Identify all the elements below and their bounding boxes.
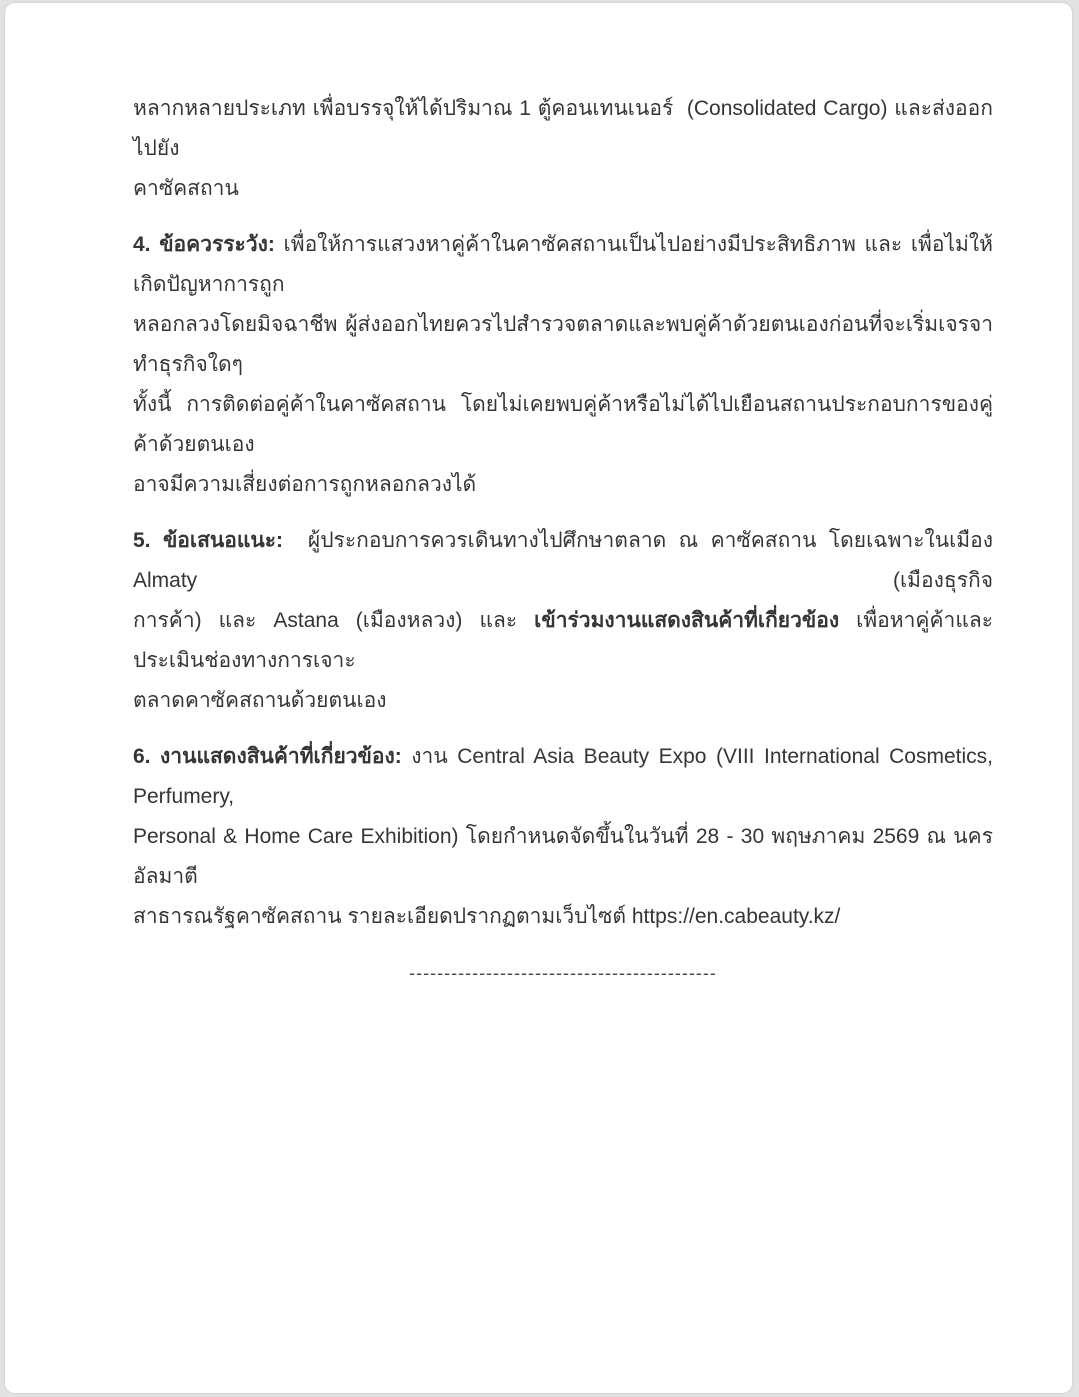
dashed-divider: -------------------------------------------- <box>409 963 717 983</box>
bold-text-segment: 5. ข้อเสนอแนะ: <box>133 529 284 552</box>
text-line <box>133 89 993 169</box>
text-segment: การค้า) และ Astana (เมืองหลวง) และ <box>133 609 535 632</box>
paragraph-consolidated-cargo-continuation <box>133 89 993 209</box>
text-line <box>133 817 993 897</box>
paragraph-section-6-related-trade-fair <box>133 737 999 937</box>
text-line <box>133 737 999 817</box>
text-segment: ทั้งนี้ การติดต่อคู่ค้าในคาซัคสถาน โดยไม่เคยพบคู่ค้าหรือไม่ได้ไปเยือนสถานประกอบการของคู่ค้าด้วยตนเอง <box>133 393 993 456</box>
text-line <box>133 521 999 601</box>
text-segment: คาซัคสถาน <box>133 177 239 200</box>
text-line <box>133 601 993 681</box>
text-segment: ตลาดคาซัคสถานด้วยตนเอง <box>133 689 387 712</box>
bold-text-segment: 4. ข้อควรระวัง: <box>133 233 275 256</box>
text-line <box>133 681 993 721</box>
document-page <box>5 3 1072 1393</box>
text-line <box>133 305 993 385</box>
paragraph-section-4-caution <box>133 225 993 505</box>
text-segment: ผู้ประกอบการควรเดินทางไปศึกษาตลาด ณ คาซัคสถาน โดยเฉพาะในเมือง Almaty (เมืองธุรกิจ <box>133 529 999 592</box>
text-line <box>133 385 993 465</box>
text-segment: Personal & Home Care Exhibition) โดยกำหนดจัดขึ้นในวันที่ 28 - 30 พฤษภาคม 2569 ณ นครอัลมาตี <box>133 825 993 888</box>
text-line <box>133 169 993 209</box>
text-segment: เพื่อให้การแสวงหาคู่ค้าในคาซัคสถานเป็นไปอย่างมีประสิทธิภาพ และ เพื่อไม่ให้เกิดปัญหาการถูก <box>133 233 993 296</box>
text-line <box>133 465 993 505</box>
text-segment: สาธารณรัฐคาซัคสถาน รายละเอียดปรากฏตามเว็บไซต์ https://en.cabeauty.kz/ <box>133 905 841 928</box>
text-segment: เพื่อหาคู่ค้าและประเมินช่องทางการเจาะ <box>133 609 993 672</box>
text-segment: อาจมีความเสี่ยงต่อการถูกหลอกลวงได้ <box>133 473 477 496</box>
text-segment: งาน Central Asia Beauty Expo (VIII International Cosmetics, Perfumery, <box>133 745 999 808</box>
text-segment: หลากหลายประเภท เพื่อบรรจุให้ได้ปริมาณ 1 ตู้คอนเทนเนอร์ (Consolidated Cargo) และส่งออกไปยัง <box>133 97 993 160</box>
text-line <box>133 225 993 305</box>
paragraph-section-5-recommendation <box>133 521 999 721</box>
bold-text-segment: เข้าร่วมงานแสดงสินค้าที่เกี่ยวข้อง <box>534 609 840 632</box>
text-segment: หลอกลวงโดยมิจฉาชีพ ผู้ส่งออกไทยควรไปสำรวจตลาดและพบคู่ค้าด้วยตนเองก่อนที่จะเริ่มเจรจาทำธุรกิจใดๆ <box>133 313 993 376</box>
document-content <box>133 89 999 993</box>
bold-text-segment: 6. งานแสดงสินค้าที่เกี่ยวข้อง: <box>133 745 402 768</box>
text-line <box>133 897 993 937</box>
